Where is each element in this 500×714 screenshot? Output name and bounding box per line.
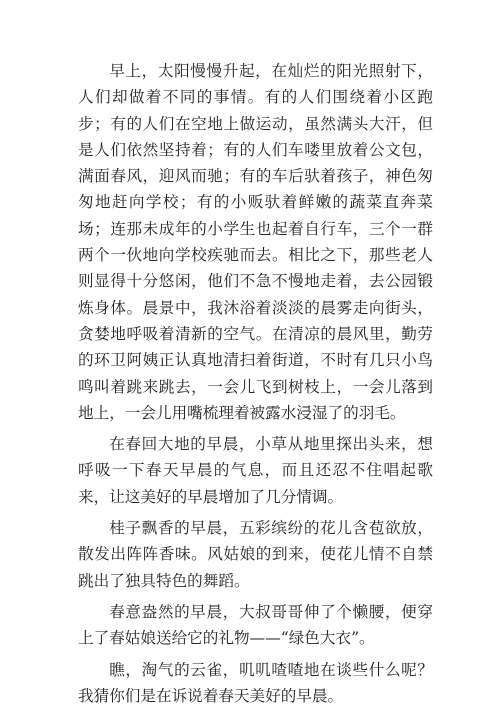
paragraph-spring-grass: 在春回大地的早晨，小草从地里探出头来，想呼吸一下春天早晨的气息，而且还忍不住唱起歌来，让这美好的早晨增加了几分情调。	[78, 435, 433, 506]
document-body	[78, 58, 433, 714]
paragraph-osmanthus-flowers: 桂子飘香的早晨，五彩缤纷的花儿含苞欲放，散发出阵阵香味。风姑娘的到来，使花儿情不自禁跳出了独具特色的舞蹈。	[78, 519, 433, 590]
paragraph-skylark: 瞧，淘气的云雀，叽叽喳喳地在谈些什么呢？我猜你们是在诉说着春天美好的早晨。	[78, 660, 433, 705]
paragraph-morning-activities: 早上，太阳慢慢升起，在灿烂的阳光照射下，人们却做着不同的事情。有的人们围绕着小区跑步；有的人们在空地上做运动，虽然满头大汗，但是人们依然坚持着；有的人们车喽里放着公文包，满面春风，迎风而驰；有的车后驮着孩子，神色匆匆地赶向学校；有的小贩驮着鲜嫩的蔬菜直奔菜场；连那未成年的小学生也起着自行车，三个一群两个一伙地向学校疾驰而去。相比之下，那些老人则显得十分悠闲，他们不急不慢地走着，去公园锻炼身体。晨景中，我沐浴着淡淡的晨雾走向街头，贪婪地呼吸着清新的空气。在清凉的晨风里，勤劳的环卫阿姨正认真地清扫着街道，不时有几只小鸟鸣叫着跳来跳去，一会儿飞到树枝上，一会儿落到地上，一会儿用嘴梳理着被露水浸湿了的羽毛。	[78, 62, 433, 422]
paragraph-spring-coat: 春意盎然的早晨，大叔哥哥伸了个懒腰，便穿上了春姑娘送给它的礼物——“绿色大衣”。	[78, 602, 433, 648]
